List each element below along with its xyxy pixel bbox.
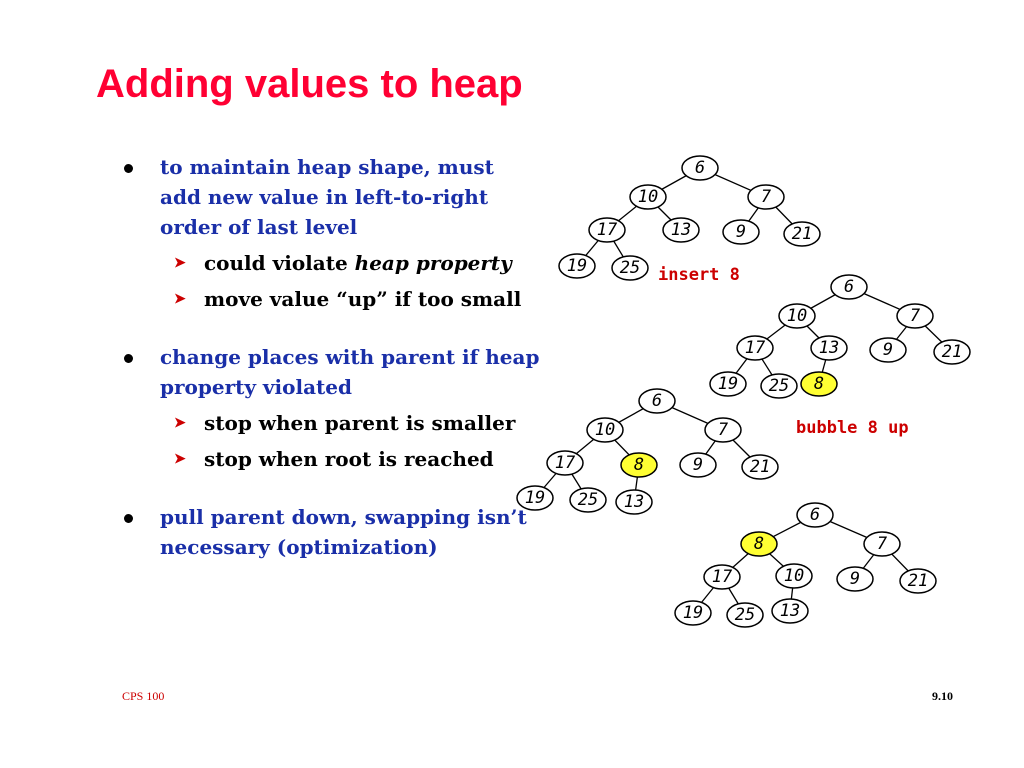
heap-node-value: 21 [791, 224, 813, 244]
heap-node-value: 19 [717, 374, 739, 394]
heap-node [682, 156, 718, 180]
heap-node [559, 254, 595, 278]
sub-bullet-2-2-text: stop when root is reached [204, 447, 494, 471]
heap-node-value: 19 [524, 488, 546, 508]
heap-node [748, 185, 784, 209]
heap-node-value: 13 [623, 492, 645, 512]
footer-course: CPS 100 [122, 689, 165, 703]
bullet-3-text: pull parent down, swapping isn’t necessary (optimization) [160, 505, 527, 559]
heap-node-value: 13 [670, 220, 692, 240]
heap-node [779, 304, 815, 328]
heap-node [811, 336, 847, 360]
sub-bullet-1-1-text: could violate [204, 251, 355, 275]
heap-node-value: 10 [783, 566, 805, 586]
heap-node [900, 569, 936, 593]
sub-bullet-2-1-text: stop when parent is smaller [204, 411, 516, 435]
arrow-bullet-icon: ➤ [174, 255, 186, 271]
heap-tree-3 [517, 389, 778, 514]
heap-node [864, 532, 900, 556]
heap-node-value: 7 [909, 306, 921, 326]
bullet-2-text: change places with parent if heap property violated [160, 345, 540, 399]
heap-node-value: 13 [818, 338, 840, 358]
heap-node [587, 418, 623, 442]
heap-node-value: 8 [753, 534, 765, 554]
heap-node [831, 275, 867, 299]
heap-node-value: 10 [637, 187, 659, 207]
heap-node [723, 220, 759, 244]
heap-node-value: 7 [717, 420, 729, 440]
arrow-bullet-icon: ➤ [174, 415, 186, 431]
heap-node-value: 19 [682, 603, 704, 623]
heap-node [589, 218, 625, 242]
heap-node-value: 7 [760, 187, 772, 207]
sub-bullet-1-2-text: move value “up” if too small [204, 287, 522, 311]
heap-node-value: 13 [779, 601, 801, 621]
heap-node [612, 256, 648, 280]
heap-node [742, 455, 778, 479]
heap-node [680, 453, 716, 477]
heap-node-value: 9 [692, 455, 704, 475]
caption-insert: insert 8 [658, 265, 740, 285]
heap-tree-1 [559, 156, 820, 280]
heap-node [663, 218, 699, 242]
heap-node [705, 418, 741, 442]
heap-node-value: 25 [734, 605, 756, 625]
heap-node-value: 21 [941, 342, 963, 362]
heap-node [837, 567, 873, 591]
heap-node [710, 372, 746, 396]
heap-node-value: 8 [633, 455, 645, 475]
heap-node [772, 599, 808, 623]
heap-node-value: 25 [577, 490, 599, 510]
heap-node [761, 374, 797, 398]
heap-node [737, 336, 773, 360]
bullet-1-text: to maintain heap shape, must add new value in left-to-right order of last level [160, 155, 494, 239]
heap-node [797, 503, 833, 527]
heap-node-value: 25 [619, 258, 641, 278]
sub-bullet-1-1-emphasis: heap property [354, 251, 512, 275]
heap-node [675, 601, 711, 625]
heap-node-value: 8 [813, 374, 825, 394]
heap-node-value: 21 [749, 457, 771, 477]
heap-node-value: 6 [694, 158, 706, 178]
arrow-bullet-icon: ➤ [174, 451, 186, 467]
heap-node [704, 565, 740, 589]
heap-node-value: 17 [744, 338, 766, 358]
heap-node-value: 6 [809, 505, 821, 525]
heap-node-value: 25 [768, 376, 790, 396]
heap-node-value: 7 [876, 534, 888, 554]
heap-node-value: 21 [907, 571, 929, 591]
heap-node-value: 17 [596, 220, 618, 240]
heap-node-value: 17 [554, 453, 576, 473]
heap-node [784, 222, 820, 246]
heap-node [897, 304, 933, 328]
heap-node-value: 9 [882, 340, 894, 360]
heap-node [934, 340, 970, 364]
heap-node-value: 17 [711, 567, 733, 587]
heap-node-value: 10 [786, 306, 808, 326]
heap-node-value: 9 [735, 222, 747, 242]
heap-node-value: 10 [594, 420, 616, 440]
heap-node [616, 490, 652, 514]
heap-node [639, 389, 675, 413]
heap-node [517, 486, 553, 510]
heap-node [741, 532, 777, 556]
arrow-bullet-icon: ➤ [174, 291, 186, 307]
footer-page-number: 9.10 [932, 689, 953, 703]
caption-bubble: bubble 8 up [796, 418, 909, 438]
heap-node [621, 453, 657, 477]
heap-node [630, 185, 666, 209]
heap-node-value: 19 [566, 256, 588, 276]
heap-node [727, 603, 763, 627]
heap-node-value: 6 [651, 391, 663, 411]
heap-node [776, 564, 812, 588]
slide-title: Adding values to heap [96, 62, 523, 106]
heap-node-value: 6 [843, 277, 855, 297]
heap-node [547, 451, 583, 475]
heap-tree-4 [675, 503, 936, 627]
heap-node [570, 488, 606, 512]
heap-node-value: 9 [849, 569, 861, 589]
heap-node [801, 372, 837, 396]
heap-node [870, 338, 906, 362]
heap-tree-2 [710, 275, 970, 398]
